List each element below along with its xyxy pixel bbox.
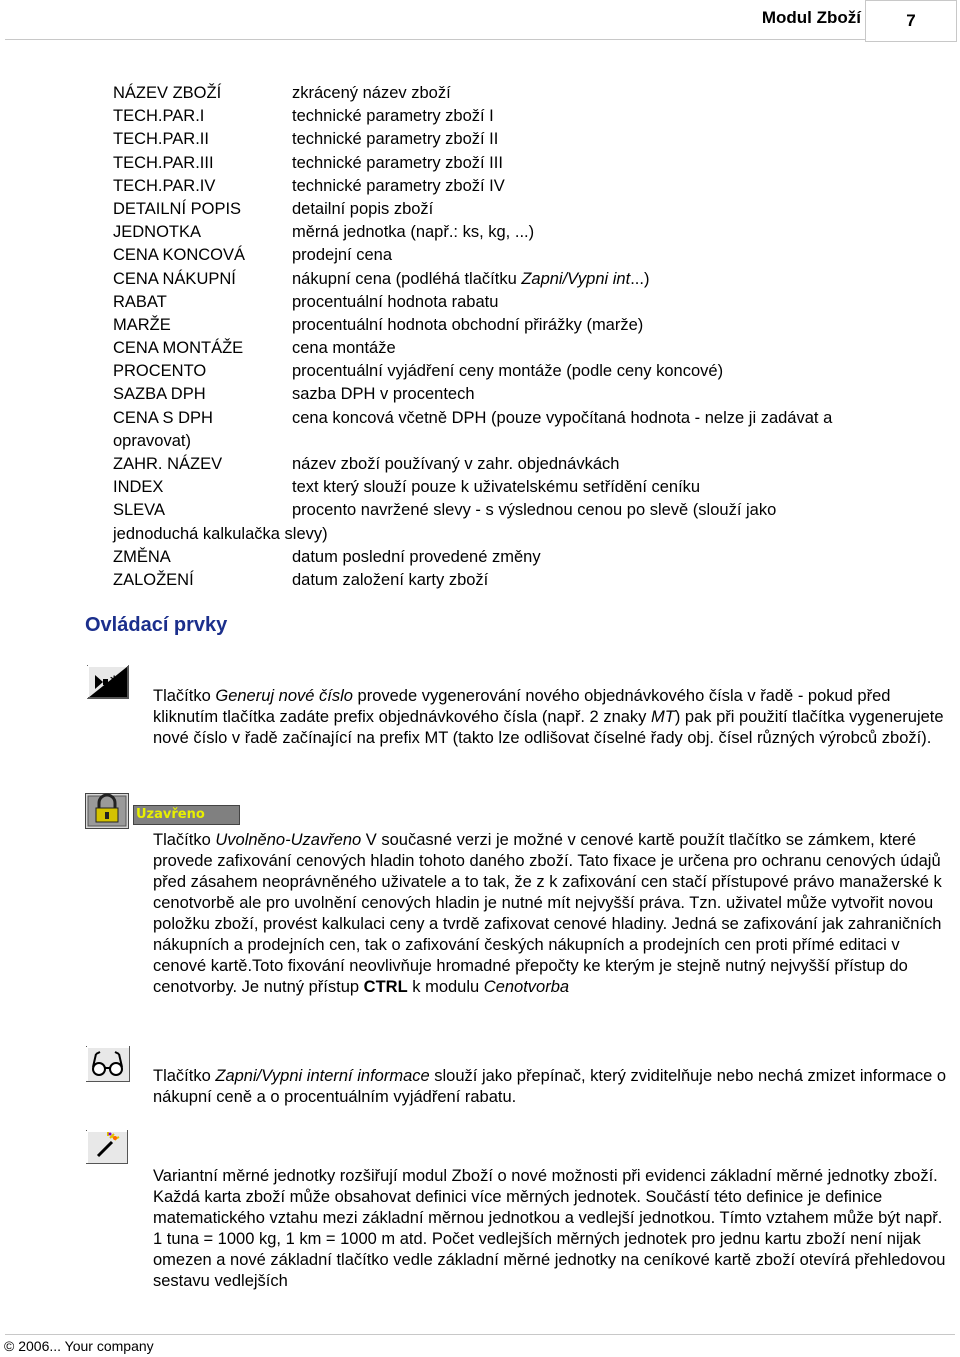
- generate-button-description: [153, 686, 953, 749]
- text-run: k modulu: [407, 978, 484, 996]
- definition-row: [113, 383, 923, 406]
- definition-desc: procentuální hodnota rabatu: [292, 292, 499, 311]
- definition-term: ZAHR. NÁZEV: [113, 455, 223, 473]
- module-title: Modul Zboží: [761, 8, 861, 27]
- definition-term: SAZBA DPH: [113, 385, 206, 404]
- definition-desc: měrná jednotka (např.: ks, kg, ...): [292, 223, 535, 242]
- definition-desc: [292, 268, 649, 291]
- definition-desc: název zboží používaný v zahr. objednávkách: [292, 455, 620, 473]
- definition-row: [113, 546, 923, 569]
- definition-row: [113, 175, 923, 198]
- definition-row: [113, 407, 923, 430]
- button-name: Uvolněno-Uzavřeno: [215, 831, 362, 849]
- definition-term: RABAT: [113, 292, 167, 311]
- magic-wand-icon: [86, 1130, 128, 1169]
- definition-continuation: opravovat): [113, 431, 191, 450]
- desc-italic: Zapni/Vypni int: [521, 269, 631, 288]
- definition-row: [113, 82, 923, 105]
- definition-row: [113, 314, 923, 337]
- footer-text: 2006... Your company: [18, 1338, 154, 1354]
- definition-desc: detailní popis zboží: [292, 199, 434, 218]
- button-name: Zapni/Vypni interní informace: [215, 1067, 430, 1085]
- definition-row: [113, 337, 923, 360]
- glasses-icon: [86, 1046, 130, 1087]
- text-run: Tlačítko: [153, 687, 216, 705]
- desc-text: nákupní cena (podléhá tlačítku: [292, 269, 522, 288]
- definition-term: SLEVA: [113, 501, 165, 520]
- text-run: Tlačítko: [153, 1067, 216, 1085]
- definition-desc: cena montáže: [292, 339, 396, 358]
- definition-desc: datum založení karty zboží: [292, 570, 489, 589]
- definition-term: INDEX: [113, 478, 164, 497]
- definition-term: CENA S DPH: [113, 408, 213, 427]
- definition-row: [113, 360, 923, 383]
- definition-term: CENA KONCOVÁ: [113, 246, 246, 265]
- definition-term: NÁZEV ZBOŽÍ: [113, 84, 222, 102]
- definition-desc: sazba DPH v procentech: [292, 385, 475, 404]
- footer-divider: [5, 1334, 955, 1335]
- units-description: Variantní měrné jednotky rozšiřují modul Zboží o nové možnosti při evidenci základní měrné jednotky zboží. Každá karta zboží může obsahovat definici více měrných jednotek. Součástí této definice je definice matematického vztahu mezi základní měrnou jednotkou a vedlejší jednotkou. Tímto vztahem může být např. 1 tuna = 1000 kg, 1 km = 1000 m atd. Počet vedlejších měrných jednotek pro jednu kartu zboží není nijak omezen a nové základní tlačítko vedle základní měrné jednotky na ceníkové kartě zboží otevírá přehledovou sestavu vedlejších: [153, 1167, 946, 1290]
- definition-term: TECH.PAR.III: [113, 153, 214, 172]
- definition-row: [113, 291, 923, 314]
- definition-term: TECH.PAR.I: [113, 107, 205, 126]
- definition-desc: text který slouží pouze k uživatelskému setřídění ceníku: [292, 478, 701, 497]
- button-name: Generuj nové číslo: [215, 687, 353, 705]
- definition-desc: prodejní cena: [292, 246, 392, 265]
- definition-term: PROCENTO: [113, 362, 207, 381]
- definition-desc: datum poslední provedené změny: [292, 547, 541, 566]
- definition-term: MARŽE: [113, 315, 171, 334]
- section-title: Ovládací prvky: [85, 614, 228, 636]
- text-run: ) pak při použití tlačítka vygenerujete nové číslo v řadě začínající na prefix MT (takto lze odlišovat číselné řady obj. čísel různých výrobců zboží).: [153, 708, 944, 747]
- definition-row: [113, 268, 923, 291]
- text-run: V současné verzi je možné v cenové kartě použít tlačítko se zámkem, které provede zafixování cenových hladin tohoto daného zboží. Tato fixace je určena pro ochranu cenových údajů před zásahem neoprávněného uživatele a to tak, že z k zafixování cen stačí přístupové právo manažerské k cenotvorbě ale pro uvolnění cenových hladin je nutné mít nejvyšší práva. Tzn. uživatel může vytvořit novou položku zboží, provést kalkulaci ceny a tvrdě zafixovat cenové hladiny. Jedná se zafixování jak zahraničních nákupních a prodejních cen, tak o zafixování českých nákupních a prodejních cen proti přímé editaci v cenové kartě.Toto fixování neovlivňuje hromadné přepočty ke kterým je stejně nutný nejvyšší přístup do cenotvorby. Je nutný přístup: [153, 831, 942, 996]
- definition-row: [113, 128, 923, 151]
- definition-term: TECH.PAR.II: [113, 130, 209, 149]
- text-bold: CTRL: [363, 978, 408, 996]
- page-number: 7: [865, 0, 957, 42]
- definition-term: DETAILNÍ POPIS: [113, 199, 242, 218]
- lock-button-description: [153, 830, 953, 998]
- definition-row: [113, 244, 923, 267]
- definition-row: [113, 453, 923, 476]
- copyright-symbol: ©: [4, 1338, 15, 1354]
- text-run: provede vygenerování nového objednávkového čísla v řadě - pokud před kliknutím tlačítka zadáte prefix objednávkového čísla (např. 2 znaky: [153, 687, 891, 726]
- definition-term: JEDNOTKA: [113, 223, 202, 242]
- text-italic: MT: [651, 708, 675, 726]
- definition-desc: zkrácený název zboží: [292, 84, 451, 102]
- definition-row: [113, 105, 923, 128]
- text-run: Tlačítko: [153, 831, 216, 849]
- footer: [4, 1338, 154, 1354]
- text-run: slouží jako přepínač, který zviditelňuje nebo nechá zmizet informace o nákupní ceně a o procentuálním vyjádření rabatu.: [153, 1067, 947, 1106]
- definition-term: TECH.PAR.IV: [113, 176, 216, 195]
- definition-desc: technické parametry zboží IV: [292, 176, 505, 195]
- locked-label-text: Uzavřeno: [136, 807, 205, 822]
- field-definitions: [113, 82, 923, 592]
- definition-desc: procentuální hodnota obchodní přirážky (marže): [292, 315, 644, 334]
- definition-desc: cena koncová včetně DPH (pouze vypočítaná hodnota - nelze ji zadávat a: [292, 408, 833, 427]
- definition-row: [113, 476, 923, 499]
- header-title: [0, 8, 865, 30]
- header-divider: [5, 39, 865, 40]
- definition-row: [113, 221, 923, 244]
- definition-term: ZALOŽENÍ: [113, 570, 194, 589]
- padlock-icon: [85, 793, 129, 834]
- definition-term: ZMĚNA: [113, 547, 171, 566]
- definition-desc: procento navržené slevy - s výslednou cenou po slevě (slouží jako: [292, 501, 777, 520]
- locked-status-label: [133, 805, 240, 825]
- definition-desc: technické parametry zboží II: [292, 130, 499, 149]
- generate-number-button-icon: [87, 665, 129, 704]
- definition-row: [113, 152, 923, 175]
- definition-desc: procentuální vyjádření ceny montáže (podle ceny koncové): [292, 362, 724, 381]
- definition-row: [113, 569, 923, 592]
- definition-term: CENA NÁKUPNÍ: [113, 269, 236, 288]
- definition-desc: technické parametry zboží I: [292, 107, 494, 126]
- definition-row: [113, 499, 923, 522]
- svg-text:*: *: [110, 672, 119, 691]
- definition-desc: technické parametry zboží III: [292, 153, 503, 172]
- definition-continuation: jednoduchá kalkulačka slevy): [113, 524, 328, 543]
- text-italic: Cenotvorba: [483, 978, 570, 996]
- info-button-description: [153, 1066, 953, 1108]
- definition-row: [113, 198, 923, 221]
- definition-term: CENA MONTÁŽE: [113, 339, 244, 358]
- desc-text: ...): [630, 269, 650, 288]
